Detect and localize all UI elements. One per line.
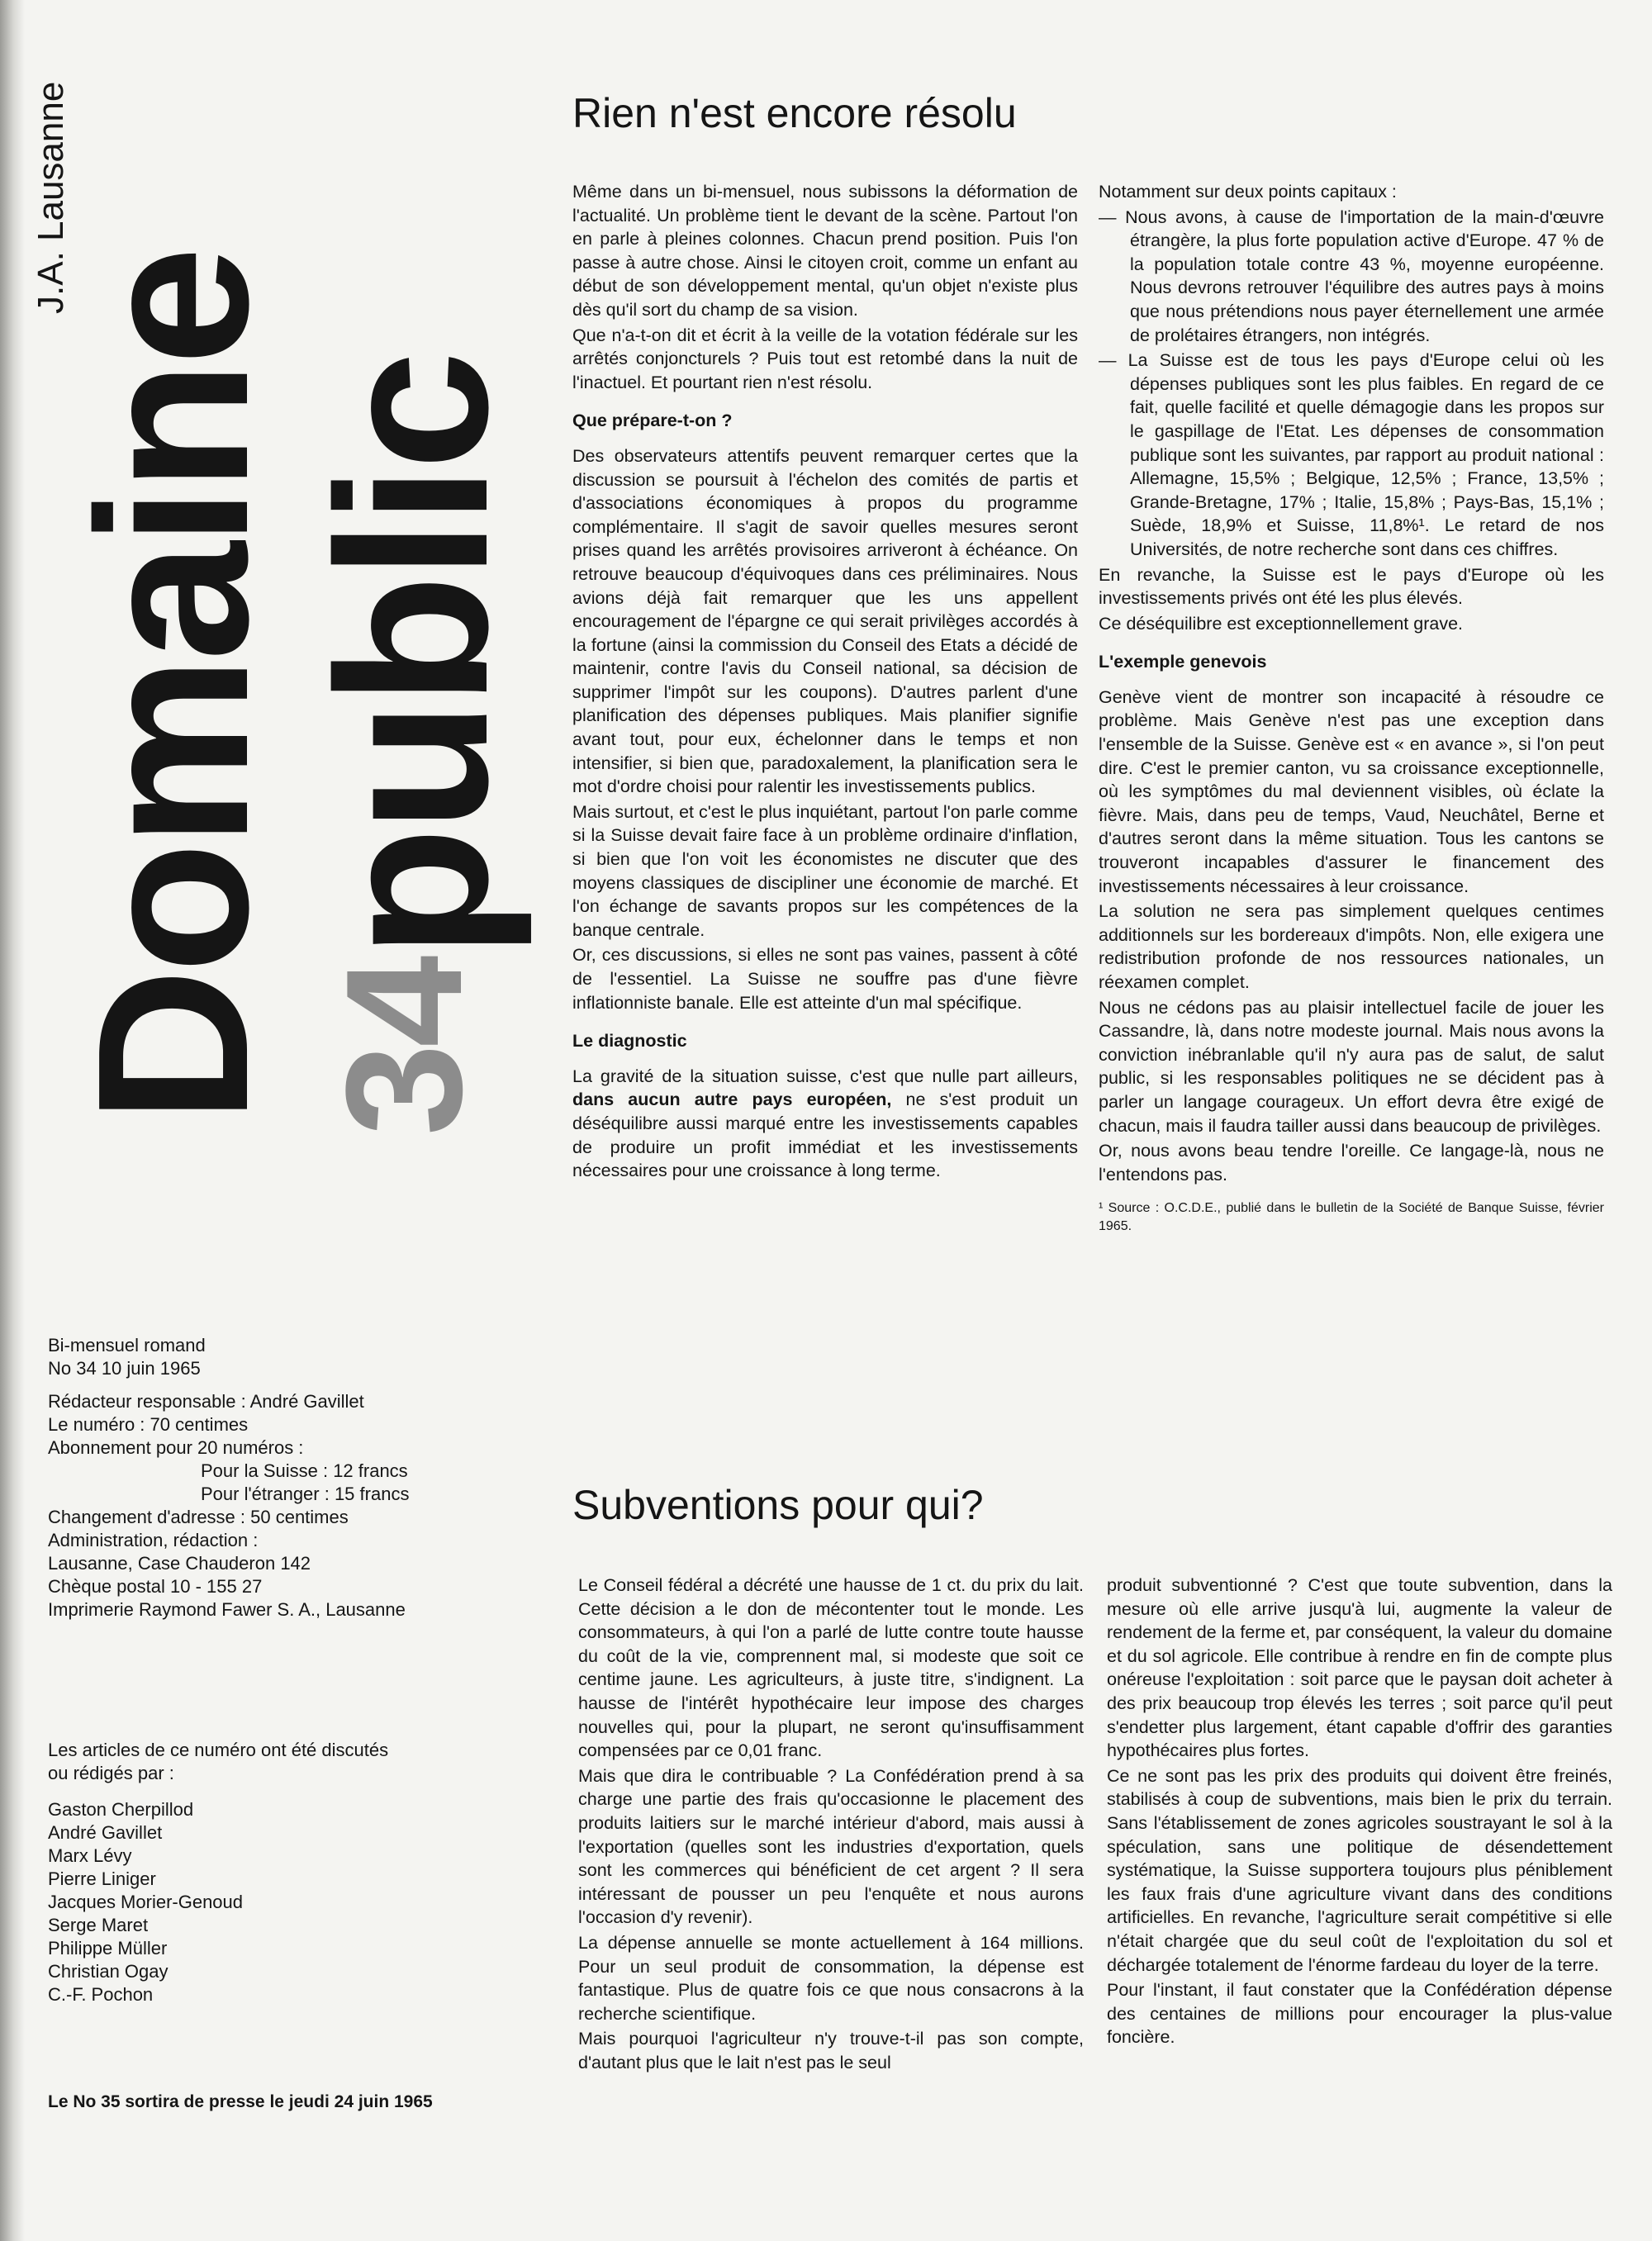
paragraph: Ce ne sont pas les prix des produits qui doivent être freinés, stabilisés à coup de subventions, mais bien le prix du terrain. Sans l'établissement de zones agricoles soustrayant le sol à la spéculation, sans une politique de désendettement systématique, la Suisse supportera toujours plus péniblement les faux frais d'une agriculture vivant dans des conditions artificielles. En revanche, l'agriculture serait compétitive si elle n'était chargée que du seul coût de l'exploitation du sol et déchargée totalement de l'énorme fardeau du loyer de la terre. [1107, 1765, 1612, 1975]
contributors-block [48, 1739, 411, 2006]
paragraph: La solution ne sera pas simplement quelques centimes additionnels sur les bordereaux d'impôts. Non, elle exigera une redistribution profonde de nos ressources nationales, un réexamen complet. [1099, 901, 1604, 992]
paragraph: En revanche, la Suisse est le pays d'Europe où les investissements privés ont été les plus élevés. [1099, 564, 1604, 609]
paragraph: Des observateurs attentifs peuvent remarquer certes que la discussion se poursuit à l'échelon des comités de partis et d'associations économiques à propos du programme complémentaire. Il s'agit de savoir quelles mesures seront prises quand les arrêtés provisoires arriveront à échéance. On retrouve beaucoup d'équivoques dans ces préliminaires. Nous avions déjà fait remarquer que les uns appellent encouragement de l'épargne ce qui serait privilèges accordés à la fortune (ainsi la commission du Conseil des Etats a décidé de maintenir, contre l'avis du Conseil national, sa décision de supprimer l'impôt sur les coupons). D'autres parlent d'une planification des dépenses publiques. Mais planifier signifie avant tout, pour eux, échelonner dans le temps et non intensifier, si bien que, paradoxalement, la planification sera le mot d'ordre choisi pour ralentir les investissements publics. [572, 445, 1078, 797]
contributor: Gaston Cherpillod [48, 1799, 194, 1820]
address-change-line: Changement d'adresse : 50 centimes [48, 1507, 349, 1527]
ja-lausanne-label: J.A. Lausanne [31, 81, 71, 314]
article2-column1 [578, 1574, 1084, 2076]
subheading: Le diagnostic [572, 1031, 687, 1052]
contributor: C.-F. Pochon [48, 1984, 154, 2005]
footnote: ¹ Source : O.C.D.E., publié dans le bulletin de la Société de Banque Suisse, février 1965. [1099, 1201, 1604, 1234]
paragraph: Notamment sur deux points capitaux : [1099, 182, 1397, 202]
paragraph: Nous ne cédons pas au plaisir intellectuel facile de jouer les Cassandre, là, dans notre modeste journal. Mais nous avons la conviction inébranlable qu'il n'y aura pas de salut, de salut public, si les responsables politiques ne se décident pas à parler un langage courageux. Un effort devra être exigé de chacun, mais il faudra tailler aussi dans beaucoup de privilèges. [1099, 997, 1604, 1136]
paragraph: produit subventionné ? C'est que toute subvention, dans la mesure où elle arrive jusqu'à lui, augmente la valeur de rendement de la ferme et, par conséquent, la valeur du domaine et du sol agricole. Elle contribue à rendre en fin de compte plus onéreuse l'exploitation : soit parce que le paysan doit acheter à des prix beaucoup trop élevés les terres ; soit parce qu'il peut s'endetter plus largement, étant capable d'offrir des garanties hypothécaires plus fortes. [1107, 1575, 1612, 1761]
price-line: Le numéro : 70 centimes [48, 1414, 249, 1435]
masthead-issue-number: 34 [312, 958, 496, 1136]
contributor: Pierre Liniger [48, 1868, 156, 1889]
article2-title: Subventions pour qui? [572, 1482, 984, 1528]
paragraph: Or, ces discussions, si elles ne sont pas vaines, passent à côté de l'essentiel. La Suisse ne souffre pas d'une fièvre inflationniste banale. Elle est atteinte d'un mal spécifique. [572, 945, 1078, 1013]
page-binding-edge [0, 0, 25, 2241]
subscription-switzerland: Pour la Suisse : 12 francs [201, 1460, 408, 1481]
paragraph: La dépense annuelle se monte actuellement à 164 millions. Pour un seul produit de consommation, la dépense est fantastique. Plus de quatre fois ce que nous consacrons à la recherche scientifique. [578, 1932, 1084, 2024]
paragraph: Ce déséquilibre est exceptionnellement grave. [1099, 613, 1464, 634]
subheading: Que prépare-t-on ? [572, 411, 733, 431]
issue-line: No 34 10 juin 1965 [48, 1358, 201, 1379]
contributor: Jacques Morier-Genoud [48, 1892, 244, 1912]
paragraph: Genève vient de montrer son incapacité à résoudre ce problème. Mais Genève n'est pas une exception dans l'ensemble de la Suisse. Genève est « en avance », si l'on peut dire. C'est le premier canton, vu sa croissance exceptionnelle, où les symptômes du mal deviennent visibles, où éclate la fièvre. Mais, dans peu de temps, Vaud, Neuchâtel, Berne et d'autres seront dans la même situation. Tous les cantons se trouveront incapables d'assurer le financement des investissements nécessaires à leur croissance. [1099, 686, 1604, 896]
contributor: Philippe Müller [48, 1938, 168, 1959]
emphasis: dans aucun autre pays européen, [572, 1090, 892, 1110]
postal-check-line: Chèque postal 10 - 155 27 [48, 1576, 263, 1597]
publication-info [48, 1334, 510, 1621]
contributor: Marx Lévy [48, 1845, 132, 1866]
paragraph: Mais pourquoi l'agriculteur n'y trouve-t-il pas son compte, d'autant plus que le lait n'est pas le seul [578, 2029, 1084, 2072]
article1-column2 [1099, 180, 1604, 1237]
paragraph [572, 1065, 1078, 1183]
masthead [31, 66, 533, 1140]
publication-type: Bi-mensuel romand [48, 1335, 206, 1356]
text-span: La gravité de la situation suisse, c'est que nulle part ailleurs, [572, 1066, 1078, 1086]
paragraph: Mais surtout, et c'est le plus inquiétant, partout l'on parle comme si la Suisse devait faire face à un problème ordinaire d'inflation, si bien que l'on voit les économistes ne discuter que des moyens classiques de discipliner une économie de marché. Et l'on échange de savants propos sur les compétences de la banque centrale. [572, 801, 1078, 940]
article2-column2 [1107, 1574, 1612, 2051]
contributors-intro: Les articles de ce numéro ont été discutés ou rédigés par : [48, 1740, 389, 1783]
dash-item: — La Suisse est de tous les pays d'Europe celui où les dépenses publiques sont les plus faibles. En regard de ce fait, quelle facilité et quelle démagogie dans les propos sur le gaspillage de l'Etat. Les dépenses de consommation publique sont les suivantes, par rapport au produit national : Allemagne, 15,5% ; Belgique, 12,5% ; France, 13,5% ; Grande-Bretagne, 17% ; Italie, 15,8% ; Pays-Bas, 15,1% ; Suède, 18,9% et Suisse, 11,8%¹. Le retard de nos Universités, de notre recherche sont dans ces chiffres. [1099, 350, 1604, 559]
paragraph: Le Conseil fédéral a décrété une hausse de 1 ct. du prix du lait. Cette décision a le don de mécontenter tout le monde. Les consommateurs, à qui l'on a parlé de lutte contre toute hausse du coût de la vie, comprennent mal, si modeste que soit ce centime jaune. Les agriculteurs, à juste titre, s'indignent. La hausse de l'intérêt hypothécaire leur impose des charges nouvelles qui, pour la plupart, ne seront qu'insuffisamment compensées par ce 0,01 franc. [578, 1575, 1084, 1761]
contributor: Christian Ogay [48, 1961, 169, 1982]
article1-title: Rien n'est encore résolu [572, 90, 1017, 136]
text-span: ne s'est produit un déséquilibre aussi marqué entre les investissements capables de produire un profit immédiat et les investissements nécessaires pour une croissance à long terme. [572, 1090, 1078, 1181]
dash-item: — Nous avons, à cause de l'importation de la main-d'œuvre étrangère, la plus forte population active d'Europe. 47 % de la population totale contre 43 %, moyenne européenne. Nous devrons retrouver l'équilibre des autres pays à moins que nous prétendions nous payer éternellement une armée de prolétaires étrangers, non intégrés. [1099, 207, 1604, 345]
paragraph: Or, nous avons beau tendre l'oreille. Ce langage-là, nous ne l'entendons pas. [1099, 1141, 1604, 1185]
printer-line: Imprimerie Raymond Fawer S. A., Lausanne [48, 1599, 406, 1620]
editor-line: Rédacteur responsable : André Gavillet [48, 1391, 364, 1412]
subscription-abroad: Pour l'étranger : 15 francs [201, 1484, 410, 1504]
masthead-title-domaine: Domaine [54, 250, 293, 1123]
paragraph: Mais que dira le contribuable ? La Confédération prend à sa charge une partie des frais qu'occasionne le placement des produits laitiers sur le marché intérieur d'abord, mais aussi à l'exportation (quelles sont les industries d'exportation, quels sont les commerces qui bénéficient de cet argent ? Il sera intéressant de pousser un peu l'enquête et nous aurons l'occasion d'y revenir). [578, 1765, 1084, 1928]
contributor: Serge Maret [48, 1915, 149, 1935]
paragraph: Que n'a-t-on dit et écrit à la veille de la votation fédérale sur les arrêtés conjoncturels ? Puis tout est retombé dans la nuit de l'inactuel. Et pourtant rien n'est résolu. [572, 325, 1078, 392]
article1-column1 [572, 180, 1078, 1185]
paragraph: Pour l'instant, il faut constater que la Confédération dépense des centaines de millions pour encourager la plus-value foncière. [1107, 1980, 1612, 2048]
masthead-title-public: public [293, 355, 533, 958]
subscription-line: Abonnement pour 20 numéros : [48, 1437, 304, 1458]
next-issue-notice: Le No 35 sortira de presse le jeudi 24 juin 1965 [48, 2092, 433, 2111]
paragraph: Même dans un bi-mensuel, nous subissons la déformation de l'actualité. Un problème tient le devant de la scène. Partout l'on en parle à pleines colonnes. Chacun prend position. Puis l'on passe à autre chose. Ainsi le citoyen croit, comme un enfant au début de son développement mental, qu'un objet n'existe plus dès qu'il sort du champ de sa vision. [572, 182, 1078, 320]
administration-line: Administration, rédaction : [48, 1530, 259, 1550]
contributor: André Gavillet [48, 1822, 163, 1843]
subheading: L'exemple genevois [1099, 652, 1267, 672]
address-line: Lausanne, Case Chauderon 142 [48, 1553, 311, 1574]
